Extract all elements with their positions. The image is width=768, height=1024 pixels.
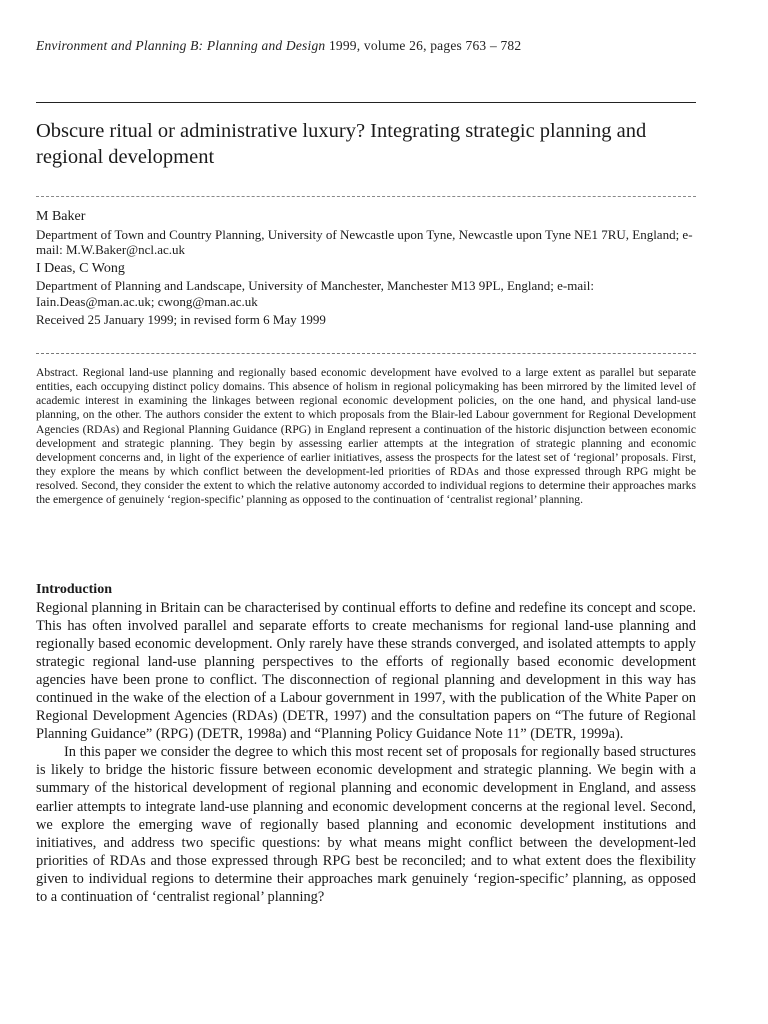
intro-paragraph-2: In this paper we consider the degree to which this most recent set of proposals for regionally based structures is likely to bridge the historic fissure between economic development and strategic planning. We begin with a summary of the historical development of regional planning and economic development in England, and assess earlier attempts to integrate land-use planning and economic development concerns at the regional level. Second, we explore the emerging wave of regionally based planning and economic development institutions and initiatives, and address two specific questions: by what means might conflict between the development-led priorities of RDAs and those expressed through RPG best be reconciled; and to what extent does the flexibility given to individual regions to determine their approaches mark genuinely ‘region-specific’ planning, as opposed to a continuation of ‘centralist regional’ planning? — [36, 744, 696, 905]
author-2-affiliation: Department of Planning and Landscape, University of Manchester, Manchester M13 9PL, England; e-mail: Iain.Deas@man.ac.uk; cwong@man.ac.uk — [36, 278, 594, 309]
author-1-name: M Baker — [36, 209, 86, 224]
intro-paragraph-1: Regional planning in Britain can be characterised by continual efforts to define and redefine its concept and scope. This has often involved parallel and separate efforts to create mechanisms for regional land-use planning and regionally based economic development. Only rarely have these strands converged, and isolated attempts to apply strategic regional land-use planning perspectives to the efforts of regionally based economic development agencies have been prone to conflict. The disconnection of regional planning and development in this way has continued in the wake of the election of a Labour government in 1997, with the publication of the White Paper on Regional Development Agencies (RDAs) (DETR, 1997) and the consultation papers on “The future of Regional Planning Guidance” (RPG) (DETR, 1998a) and “Planning Policy Guidance Note 11” (DETR, 1999a). — [36, 600, 696, 743]
author-2-name: I Deas, C Wong — [36, 260, 125, 276]
title-divider — [36, 196, 696, 197]
section-heading-introduction: Introduction — [36, 582, 112, 597]
journal-details: 1999, volume 26, pages 763 – 782 — [328, 38, 522, 53]
journal-header — [36, 38, 521, 54]
journal-name: Environment and Planning B: Planning and Design — [36, 38, 326, 53]
introduction-body — [36, 599, 696, 906]
article-title: Obscure ritual or administrative luxury? Integrating strategic planning and regional development — [36, 120, 647, 168]
header-rule — [36, 102, 696, 103]
author-block — [36, 209, 696, 331]
abstract: Abstract. Regional land-use planning and regionally based economic development have evolved to a large extent as parallel but separate entities, each occupying distinct policy domains. This absence of holism in regional policymaking has been mirrored by the limited level of academic interest in examining the linkages between regional economic development policies, on the one hand, and physical land-use planning, on the other. The authors consider the extent to which proposals from the Blair-led Labour government for Regional Development Agencies (RDAs) and Regional Planning Guidance (RPG) in England represent a continuation of the historic disjunction between economic development and strategic planning. They begin by assessing earlier attempts at the integration of strategic planning and economic development concerns and, in light of the experience of earlier initiatives, assess the prospects for the latest set of ‘regional’ proposals. First, they explore the means by which conflict between the development-led priorities of RDAs and those expressed through RPG might be resolved. Second, they consider the extent to which the relative autonomy accorded to individual regions to determine their approaches marks the emergence of genuinely ‘region-specific’ planning as opposed to the continuation of ‘centralist regional’ planning. — [36, 366, 696, 507]
abstract-divider — [36, 353, 696, 354]
received-dates: Received 25 January 1999; in revised form 6 May 1999 — [36, 312, 326, 327]
author-1-affiliation: Department of Town and Country Planning, University of Newcastle upon Tyne, Newcastle upon Tyne NE1 7RU, England; e-mail: M.W.Baker@ncl.ac.uk — [36, 226, 693, 257]
